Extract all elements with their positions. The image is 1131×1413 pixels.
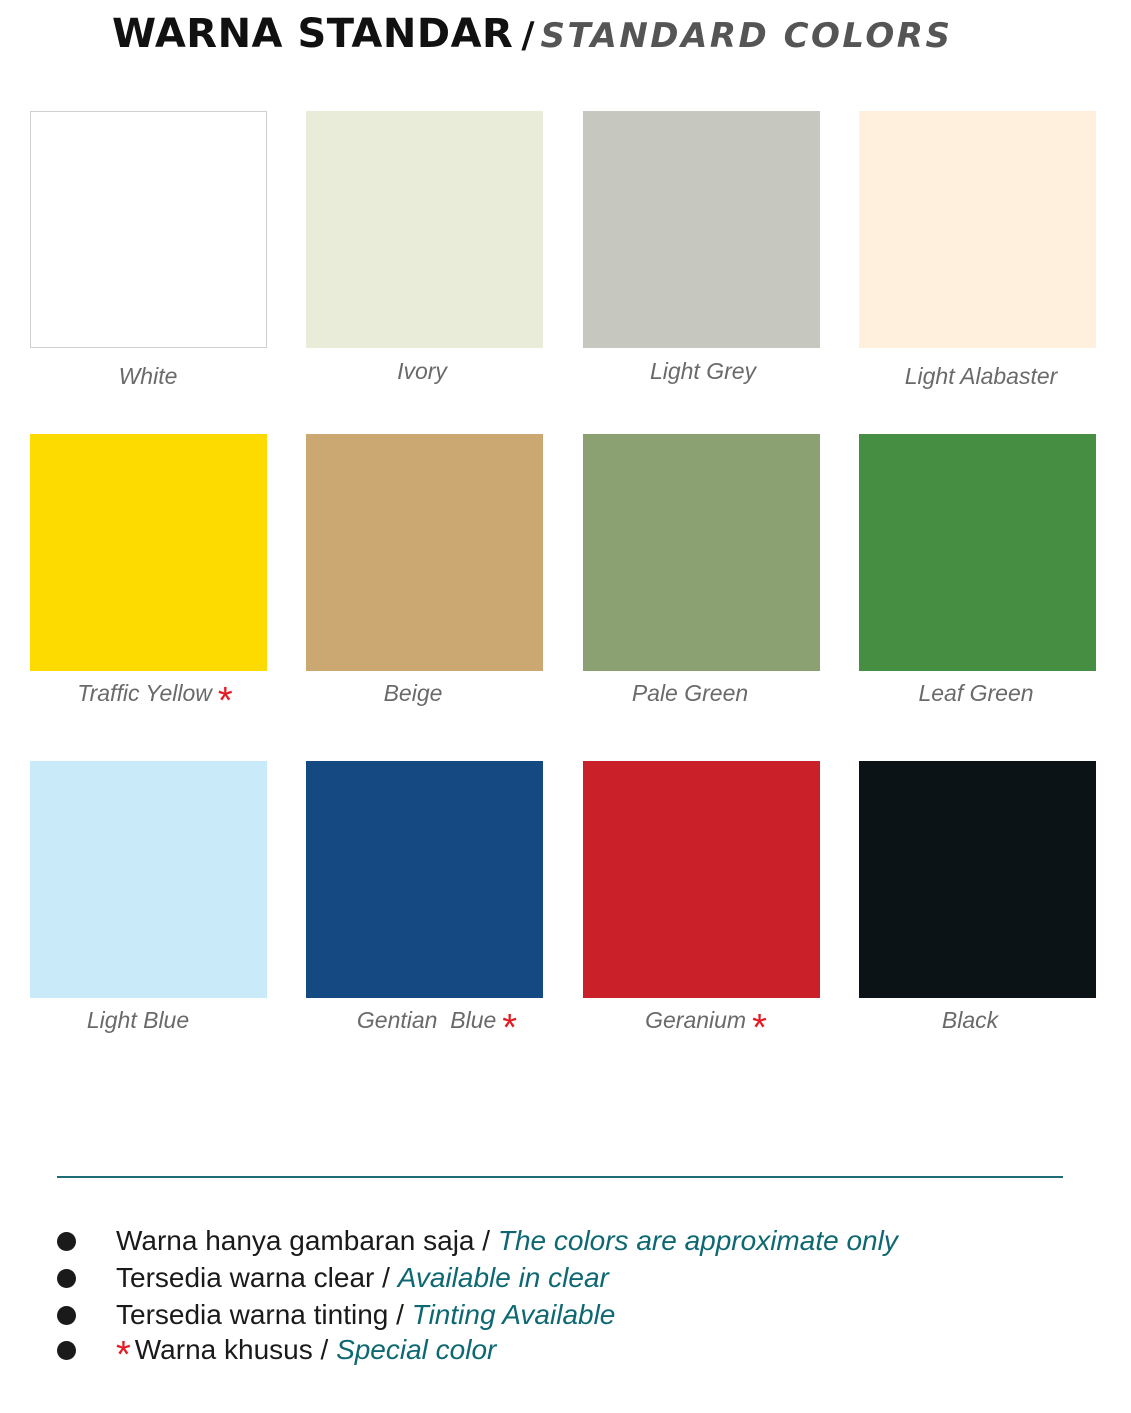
special-marker-icon: * — [217, 680, 233, 722]
note-text — [116, 1262, 609, 1294]
note-item-special — [57, 1334, 1057, 1376]
swatch-name: White — [118, 363, 178, 389]
swatch-label-light-blue — [0, 1009, 288, 1032]
swatch-label-light-grey — [553, 360, 853, 383]
swatch-name: Light Blue — [86, 1007, 190, 1033]
note-indonesian: Tersedia warna tinting / — [116, 1299, 404, 1330]
note-text — [116, 1225, 898, 1257]
divider — [57, 1176, 1063, 1178]
title-english: STANDARD COLORS — [540, 16, 953, 56]
bullet-icon — [57, 1341, 76, 1360]
swatch-white — [30, 111, 267, 348]
note-item-approximate — [57, 1225, 1057, 1257]
note-english: Available in clear — [397, 1262, 609, 1293]
bullet-icon — [57, 1306, 76, 1325]
swatch-pale-green — [583, 434, 820, 671]
swatch-label-black — [820, 1009, 1120, 1032]
swatch-label-white — [0, 365, 298, 388]
swatch-label-leaf-green — [826, 682, 1126, 705]
note-english: Special color — [336, 1334, 497, 1365]
swatch-black — [859, 761, 1096, 998]
swatch-light-grey — [583, 111, 820, 348]
swatch-name: Geranium — [645, 1007, 747, 1033]
swatch-name: Gentian Blue — [356, 1007, 497, 1033]
swatch-name: Traffic Yellow — [77, 680, 212, 706]
special-marker-icon: * — [502, 1007, 518, 1049]
swatch-name: Light Grey — [649, 358, 757, 384]
note-indonesian: Warna khusus / — [134, 1334, 329, 1365]
swatch-label-geranium — [556, 1007, 856, 1049]
note-item-tinting — [57, 1299, 1057, 1331]
note-english: The colors are approximate only — [497, 1225, 898, 1256]
swatch-label-ivory — [272, 360, 572, 383]
page-title — [112, 11, 953, 57]
special-marker-icon: * — [752, 1007, 767, 1049]
title-indonesian: WARNA STANDAR — [112, 11, 514, 57]
swatch-label-light-alabaster — [831, 365, 1131, 388]
swatch-name: Ivory — [397, 358, 447, 384]
swatch-gentian-blue — [306, 761, 543, 998]
swatch-name: Beige — [383, 680, 443, 706]
swatch-name: Light Alabaster — [904, 363, 1058, 389]
swatch-label-beige — [263, 682, 563, 705]
special-marker-icon: * — [116, 1334, 131, 1376]
swatch-geranium — [583, 761, 820, 998]
swatch-name: Pale Green — [631, 680, 749, 706]
bullet-icon — [57, 1232, 76, 1251]
swatch-traffic-yellow — [30, 434, 267, 671]
swatch-label-gentian-blue — [287, 1007, 587, 1049]
swatch-ivory — [306, 111, 543, 348]
note-item-clear — [57, 1262, 1057, 1294]
swatch-label-traffic-yellow — [5, 680, 305, 722]
bullet-icon — [57, 1269, 76, 1288]
swatch-light-alabaster — [859, 111, 1096, 348]
title-separator: / — [521, 15, 535, 56]
note-text — [116, 1299, 615, 1331]
swatch-beige — [306, 434, 543, 671]
swatch-name: Leaf Green — [918, 680, 1034, 706]
swatch-leaf-green — [859, 434, 1096, 671]
swatch-light-blue — [30, 761, 267, 998]
note-text — [116, 1334, 497, 1376]
swatch-name: Black — [941, 1007, 999, 1033]
note-english: Tinting Available — [411, 1299, 616, 1330]
swatch-label-pale-green — [540, 682, 840, 705]
note-indonesian: Warna hanya gambaran saja / — [116, 1225, 491, 1256]
note-indonesian: Tersedia warna clear / — [116, 1262, 390, 1293]
